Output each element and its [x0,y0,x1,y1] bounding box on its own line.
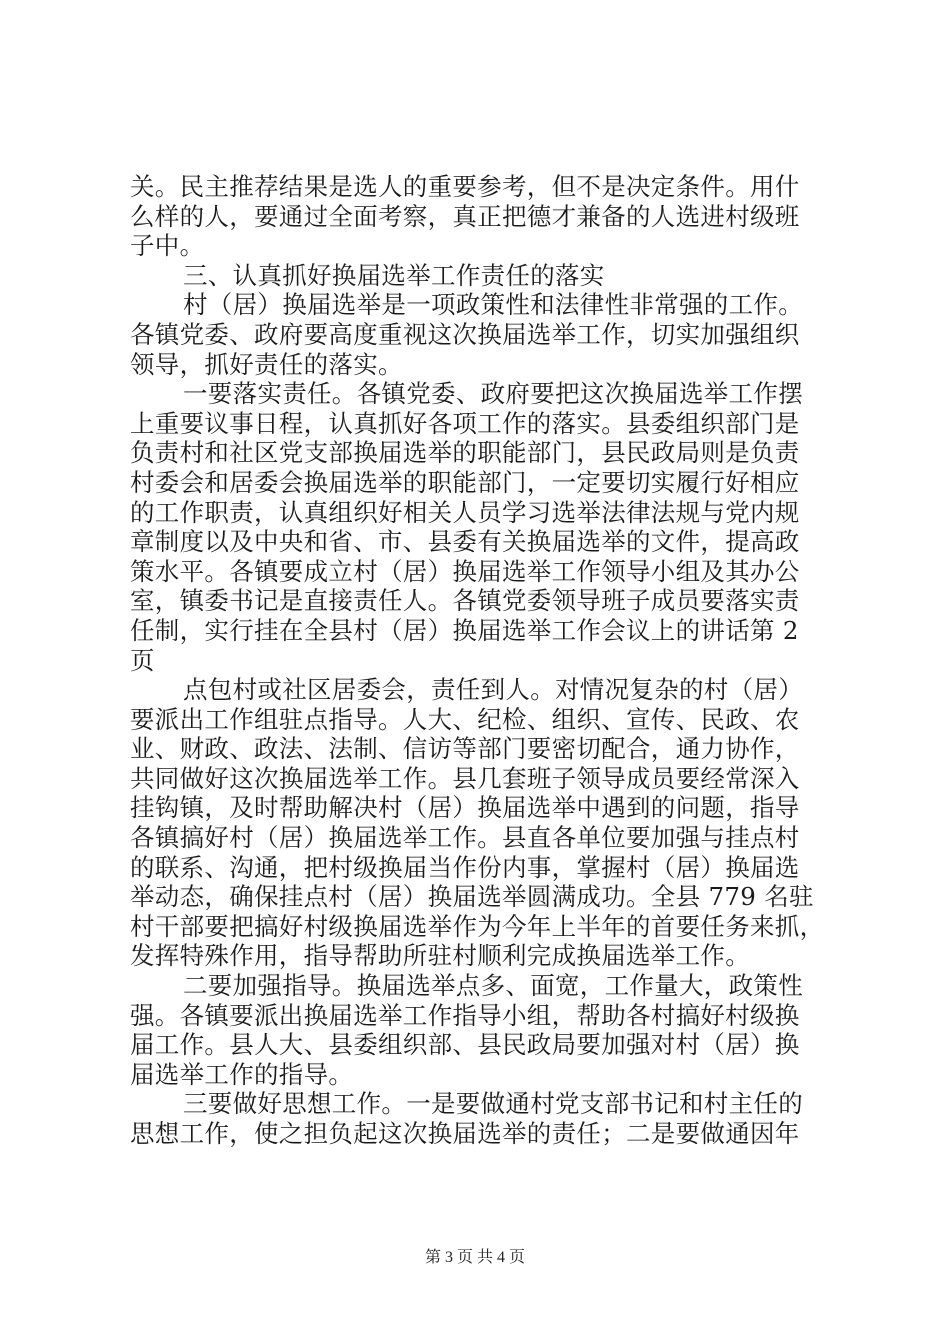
text-line: 业、财政、政法、法制、信访等部门要密切配合，通力协作， [130,734,800,764]
text-line: 二要加强指导。换届选举点多、面宽，工作量大，政策性 [183,971,803,1001]
text-line: 发挥特殊作用，指导帮助所驻村顺利完成换届选举工作。 [130,941,750,971]
text-line: 策水平。各镇要成立村（居）换届选举工作领导小组及其办公 [130,556,800,586]
text-line: 各镇搞好村（居）换届选举工作。县直各单位要加强与挂点村 [130,823,800,853]
text-line: 上重要议事日程，认真抓好各项工作的落实。县委组织部门是 [130,408,800,438]
text-line: 共同做好这次换届选举工作。县几套班子领导成员要经常深入 [130,763,800,793]
document-body [130,172,832,1149]
text-line: 挂钩镇，及时帮助解决村（居）换届选举中遇到的问题，指导 [130,793,800,823]
text-line: 各镇党委、政府要高度重视这次换届选举工作，切实加强组织 [130,319,800,349]
text-line: 思想工作，使之担负起这次换届选举的责任；二是要做通因年 [130,1119,800,1148]
page-number: 第 3 页 共 4 页 [424,1249,525,1266]
text-line: 村（居）换届选举是一项政策性和法律性非常强的工作。 [183,290,803,320]
text-line: 么样的人，要通过全面考察，真正把德才兼备的人选进村级班 [130,201,800,231]
text-line: 举动态，确保挂点村（居）换届选举圆满成功。全县 779 名驻 [130,882,814,912]
text-line: 三要做好思想工作。一是要做通村党支部书记和村主任的 [183,1089,803,1119]
text-line: 的联系、沟通，把村级换届当作份内事，掌握村（居）换届选 [130,852,800,882]
text-line: 强。各镇要派出换届选举工作指导小组，帮助各村搞好村级换 [130,1000,800,1030]
text-line: 届选举工作的指导。 [130,1059,354,1089]
text-line: 子中。 [130,231,205,261]
text-line: 点包村或社区居委会，责任到人。对情况复杂的村（居） [183,675,803,705]
text-line: 村委会和居委会换届选举的职能部门，一定要切实履行好相应 [130,467,800,497]
text-line: 一要落实责任。各镇党委、政府要把这次换届选举工作摆 [183,379,803,409]
text-line: 村干部要把搞好村级换届选举作为今年上半年的首要任务来抓， [130,911,825,941]
text-line: 三、认真抓好换届选举工作责任的落实 [183,260,605,290]
text-line: 要派出工作组驻点指导。人大、纪检、组织、宣传、民政、农 [130,704,800,734]
text-line: 任制，实行挂在全县村（居）换届选举工作会议上的讲话第 2 [130,615,799,645]
text-line: 的工作职责，认真组织好相关人员学习选举法律法规与党内规 [130,497,800,527]
text-line: 负责村和社区党支部换届选举的职能部门，县民政局则是负责 [130,438,800,468]
text-line: 届工作。县人大、县委组织部、县民政局要加强对村（居）换 [130,1030,800,1060]
page-footer [0,1244,950,1267]
text-line: 章制度以及中央和省、市、县委有关换届选举的文件，提高政 [130,527,800,557]
text-line: 关。民主推荐结果是选人的重要参考，但不是决定条件。用什 [130,172,800,201]
text-line: 领导，抓好责任的落实。 [130,349,403,379]
text-line: 页 [130,645,155,675]
text-line: 室，镇委书记是直接责任人。各镇党委领导班子成员要落实责 [130,586,800,616]
